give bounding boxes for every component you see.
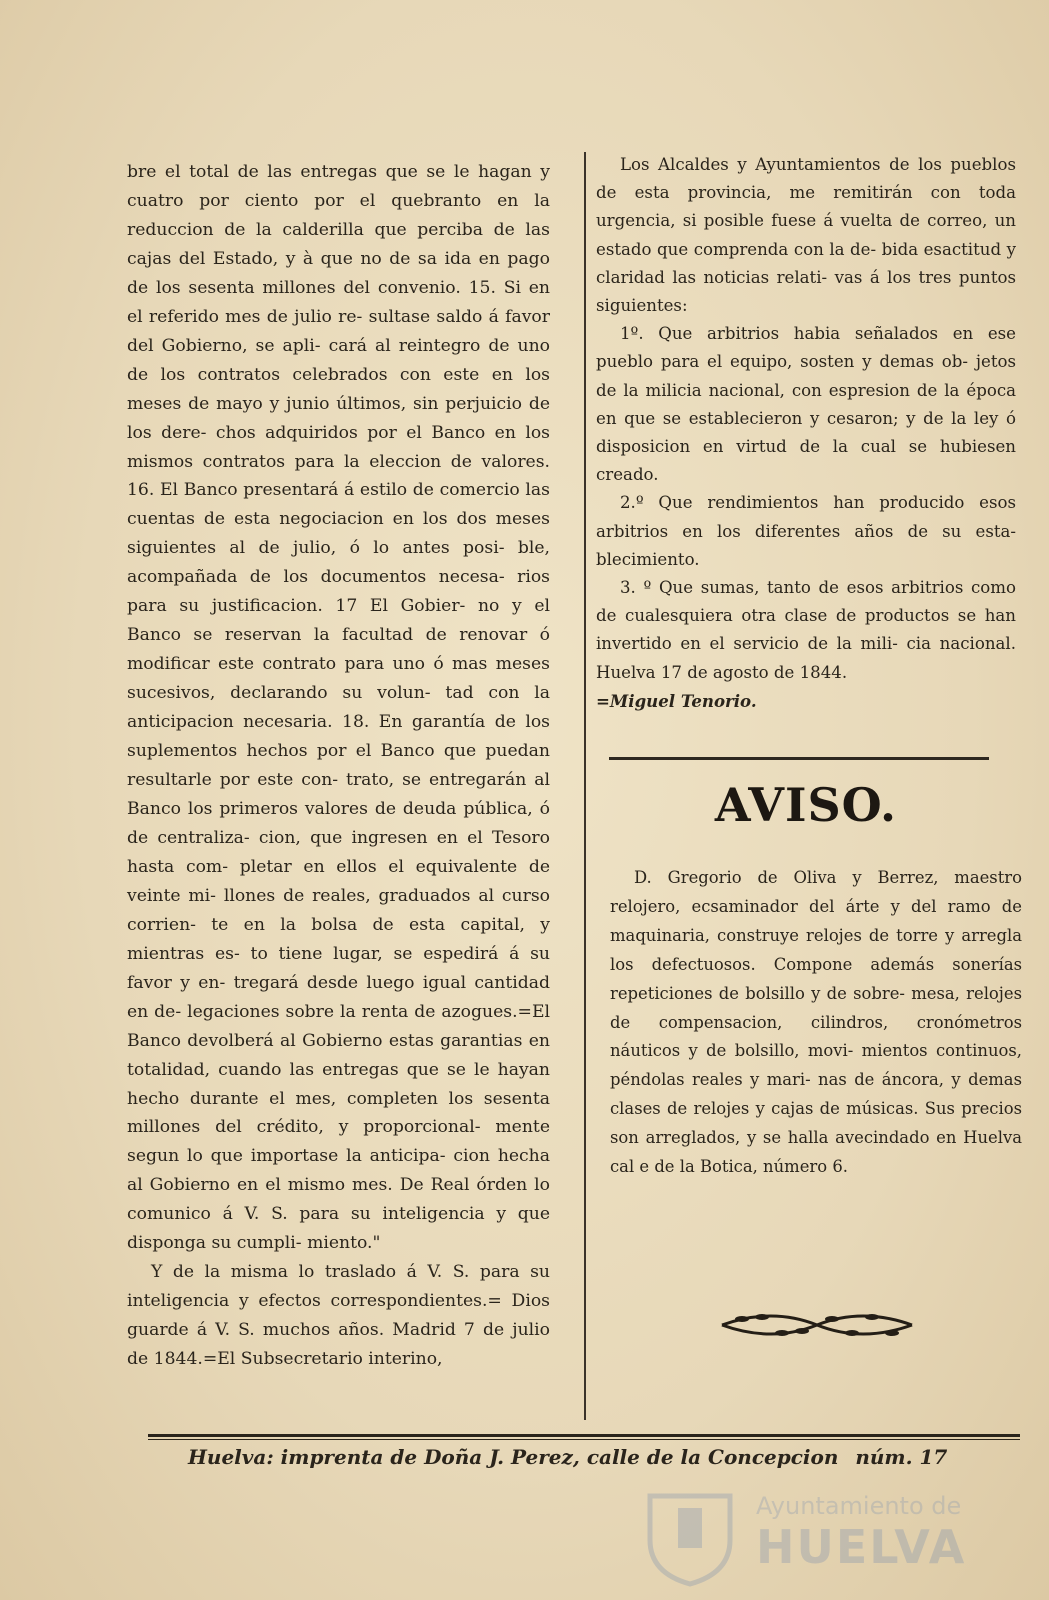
shield-icon: [640, 1488, 740, 1588]
right-column: [596, 151, 1016, 715]
aviso-heading: AVISO.: [714, 778, 898, 832]
circular-item-1: 1º. Que arbitrios habia señalados en ese pueblo para el equipo, sosten y demas ob- jetos de la milicia nacional, con espresion de la época en que se establecieron y cesaron; y de la ley ó disposicion en virtud de la cual se hubiesen creado.: [596, 324, 1016, 485]
circular-signature: =Miguel Tenorio.: [596, 690, 757, 711]
circular-intro: Los Alcaldes y Ayuntamientos de los pueblos de esta provincia, me remitirán con toda urgencia, si posible fuese á vuelta de correo, un estado que comprenda con la de- bida esactitud y claridad las noticias relati- vas á los tres puntos siguientes:: [596, 155, 1016, 316]
aviso-body: D. Gregorio de Oliva y Berrez, maestro relojero, ecsaminador del árte y del ramo de maquinaria, construye relojes de torre y arregla los defectuosos. Compone además sonerías repeticiones de bolsillo y de sobre- mesa, relojes de compensacion, cilindros, cronómetros náuticos y de bolsillo, movi- mientos continuos, péndolas reales y mari- nas de áncora, y demas clases de relojes y cajas de músicas. Sus precios son arreglados, y se halla avecindado en Huelva cal e de la Botica, número 6.: [610, 868, 1022, 1177]
left-column: [127, 158, 550, 1374]
page-number: núm. 17: [855, 1445, 948, 1469]
imprint-text: Huelva: imprenta de Doña J. Perez, calle de la Concepcion: [188, 1445, 839, 1469]
column-divider: [584, 152, 586, 1420]
left-column-closing: Y de la misma lo traslado á V. S. para su inteligencia y efectos correspondientes.= Dios guarde á V. S. muchos años. Madrid 7 de julio de 1844.=El Subsecretario interino,: [127, 1262, 550, 1370]
archive-watermark: [640, 1488, 980, 1588]
ornament-icon: [712, 1305, 922, 1345]
circular-item-3: 3. º Que sumas, tanto de esos arbitrios como de cualesquiera otra clase de productos se han invertido en el servicio de la mili- cia nacional. Huelva 17 de agosto de 1844.: [596, 578, 1016, 682]
watermark-line-2: HUELVA: [756, 1520, 967, 1574]
watermark-line-1: Ayuntamiento de: [756, 1492, 962, 1520]
section-divider: [609, 757, 989, 760]
imprint-line: [188, 1445, 957, 1469]
left-column-text: bre el total de las entregas que se le hagan y cuatro por ciento por el quebranto en la reduccion de la calderilla que perciba de las cajas del Estado, y à que no de sa ida en pago de los sesenta millones del convenio. 15. Si en el referido mes de julio re- sultase saldo á favor del Gobierno, se apli- cará al reintegro de uno de los contratos celebrados con este en los meses de mayo y junio últimos, sin perjuicio de los dere- chos adquiridos por el Banco en los mismos contratos para la eleccion de valores. 16. El Banco presentará á estilo de comercio las cuentas de esta negociacion en los dos meses siguientes al de julio, ó lo antes posi- ble, acompañada de los documentos necesa- rios para su justificacion. 17 El Gobier- no y el Banco se reservan la facultad de renovar ó modificar este contrato para uno ó mas meses sucesivos, declarando su volun- tad con la anticipacion necesaria. 18. En garantía de los suplementos hechos por el Banco que puedan resultarle por este con- trato, se entregarán al Banco los primeros valores de deuda pública, ó de centraliza- cion, que ingresen en el Tesoro hasta com- pletar en ellos el equivalente de veinte mi- llones de reales, graduados al curso corrien- te en la bolsa de esta capital, y mientras es- to tiene lugar, se espedirá á su favor y en- tregará desde luego igual cantidad en de- legaciones sobre la renta de azogues.=El Banco devolberá al Gobierno estas garantias en totalidad, cuando las entregas que se le hayan hecho durante el mes, completen los sesenta millones del crédito, y proporcional- mente segun lo que importase la anticipa- cion hecha al Gobierno en el mismo mes. De Real órden lo comunico á V. S. para su inteligencia y que disponga su cumpli- miento.": [127, 162, 550, 1254]
footer-rule-thin: [148, 1439, 1020, 1440]
footer-rule: [148, 1434, 1020, 1437]
circular-item-2: 2.º Que rendimientos han producido esos arbitrios en los diferentes años de su esta- blecimiento.: [596, 493, 1016, 569]
